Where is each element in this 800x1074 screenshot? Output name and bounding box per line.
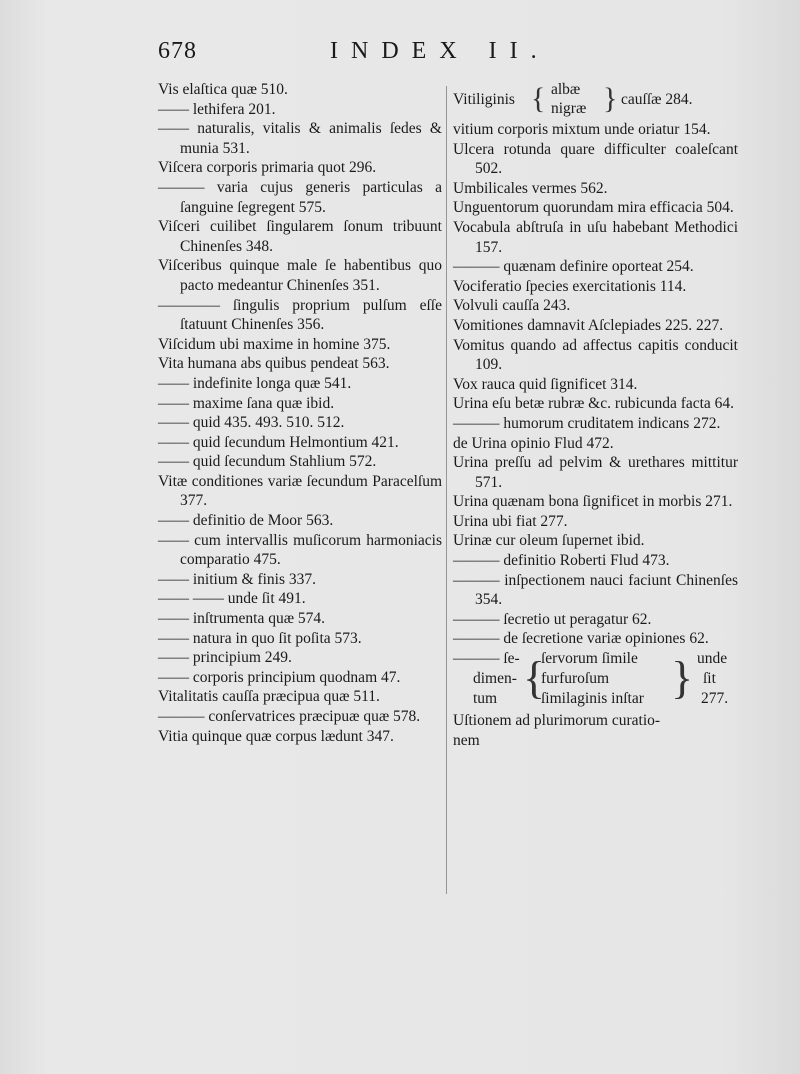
index-entry: Umbilicales vermes 562. [453, 179, 608, 197]
index-entry: ——— ſecretio ut peragatur 62. [453, 610, 652, 628]
index-entry: ———— ſingulis proprium pulſum eſſe ſtatuunt Chinenſes 356. [158, 296, 442, 334]
index-entry: Vociferatio ſpecies exercitationis 114. [453, 277, 687, 295]
bracket-tail: cauſſæ 284. [621, 91, 693, 108]
index-entry: —— naturalis, vitalis & animalis ſedes & munia 531. [158, 120, 442, 157]
index-entry: Viſcidum ubi maxime in homine 375. [158, 335, 391, 353]
left-brace-icon: { [531, 82, 546, 115]
index-entry: Vitia quinque quæ corpus lædunt 347. [158, 727, 394, 745]
index-entry: de Urina opinio Flud 472. [453, 434, 614, 452]
index-entry: Urina quænam bona ſignificet in morbis 271. [453, 493, 733, 511]
index-entry-continuation: nem [453, 731, 480, 749]
index-column-left [158, 80, 442, 746]
index-entry: vitium corporis mixtum unde oriatur 154. [453, 121, 711, 138]
index-entry: —— cum intervallis muſicorum harmoniacis comparatio 475. [158, 531, 442, 569]
bracket-tail: unde [697, 650, 728, 668]
index-entry: —— maxime ſana quæ ibid. [158, 394, 335, 412]
index-entry: Viſceribus quinque male ſe habentibus quo pacto medeantur Chinenſes 351. [158, 257, 442, 294]
index-entry: ——— humorum cruditatem indicans 272. [453, 414, 721, 432]
vitiliginis-bracket-entry [453, 80, 738, 120]
index-entry: ——— inſpectionem nauci faciunt Chinenſes 354. [453, 571, 738, 609]
index-entry: —— lethifera 201. [158, 100, 276, 118]
index-entry: Vocabula abſtruſa in uſu habebant Methodici 157. [453, 218, 738, 256]
bracket-head: tum [473, 690, 498, 708]
index-entry: Vitæ conditiones variæ ſecundum Paracelſum 377. [158, 472, 442, 510]
index-entry: Vita humana abs quibus pendeat 563. [158, 355, 390, 373]
index-entry: —— quid ſecundum Stahlium 572. [158, 453, 377, 471]
index-entry: Viſcera corporis primaria quot 296. [158, 159, 377, 177]
index-entry: Ulcera rotunda quare difficulter coaleſcant 502. [453, 140, 738, 178]
left-brace-icon: { [523, 652, 546, 704]
bracket-option: albæ [551, 81, 581, 98]
index-entry: ——— definitio Roberti Flud 473. [453, 552, 670, 570]
bracket-option: nigræ [551, 100, 587, 117]
index-entry: —— principium 249. [158, 649, 292, 667]
bracket-option: ſervorum ſimile [541, 650, 638, 668]
index-entry: Vitalitatis cauſſa præcipua quæ 511. [158, 688, 380, 706]
bracket-head: Vitiliginis [453, 91, 515, 108]
page-header [158, 38, 738, 74]
running-title: INDEX II. [330, 38, 550, 64]
index-entry: Vox rauca quid ſignificet 314. [453, 375, 638, 393]
bracket-number: 277. [701, 690, 729, 708]
index-entry: ——— de ſecretione variæ opiniones 62. [453, 630, 709, 648]
column-divider [446, 86, 447, 894]
index-entry: Urina ubi fiat 277. [453, 512, 568, 530]
index-entry: Urinæ cur oleum ſupernet ibid. [453, 532, 645, 550]
index-entry: Urina preſſu ad pelvim & urethares mittitur 571. [453, 454, 738, 491]
index-entry: Volvuli cauſſa 243. [453, 297, 571, 315]
index-entry: —— definitio de Moor 563. [158, 512, 334, 530]
index-column-right [453, 80, 738, 750]
index-entry: —— quid 435. 493. 510. 512. [158, 414, 345, 432]
index-entry: Urina eſu betæ rubræ &c. rubicunda facta 64. [453, 395, 735, 413]
bracket-tail: ſit [703, 670, 716, 688]
index-entry: —— quid ſecundum Helmontium 421. [158, 433, 399, 451]
bracket-head: dimen- [473, 670, 517, 688]
index-entry: —— indefinite longa quæ 541. [158, 374, 352, 392]
index-entry: —— initium & finis 337. [158, 570, 317, 588]
index-entry: ——— conſervatrices præcipuæ quæ 578. [158, 708, 421, 725]
bracket-option: ſimilaginis inſtar [541, 690, 644, 708]
index-entry: ——— varia cujus generis particulas a ſanguine ſegregent 575. [158, 178, 442, 216]
index-entry: —— natura in quo ſit poſita 573. [158, 629, 362, 647]
index-entry: —— inſtrumenta quæ 574. [158, 610, 326, 628]
index-entry: —— —— unde ſit 491. [158, 590, 306, 608]
index-entry: Vis elaſtica quæ 510. [158, 81, 288, 98]
index-entry: Unguentorum quorundam mira efficacia 504. [453, 199, 734, 217]
index-entry: Vomitiones damnavit Aſclepiades 225. 227. [453, 316, 724, 334]
right-brace-icon: } [671, 652, 694, 704]
bracket-head: ——— ſe- [453, 650, 520, 668]
index-entry: Viſceri cuilibet ſingularem ſonum tribuunt Chinenſes 348. [158, 218, 442, 255]
index-entry: —— corporis principium quodnam 47. [158, 668, 401, 686]
index-entry: Vomitus quando ad affectus capitis conducit 109. [453, 336, 738, 374]
right-brace-icon: } [603, 82, 618, 115]
page-number: 678 [158, 38, 197, 64]
index-entry: Uſtionem ad plurimorum curatio- [453, 712, 661, 730]
bracket-option: furfuroſum [541, 670, 610, 688]
secretion-bracket-entry [453, 649, 738, 711]
index-entry: ——— quænam definire oporteat 254. [453, 258, 694, 276]
